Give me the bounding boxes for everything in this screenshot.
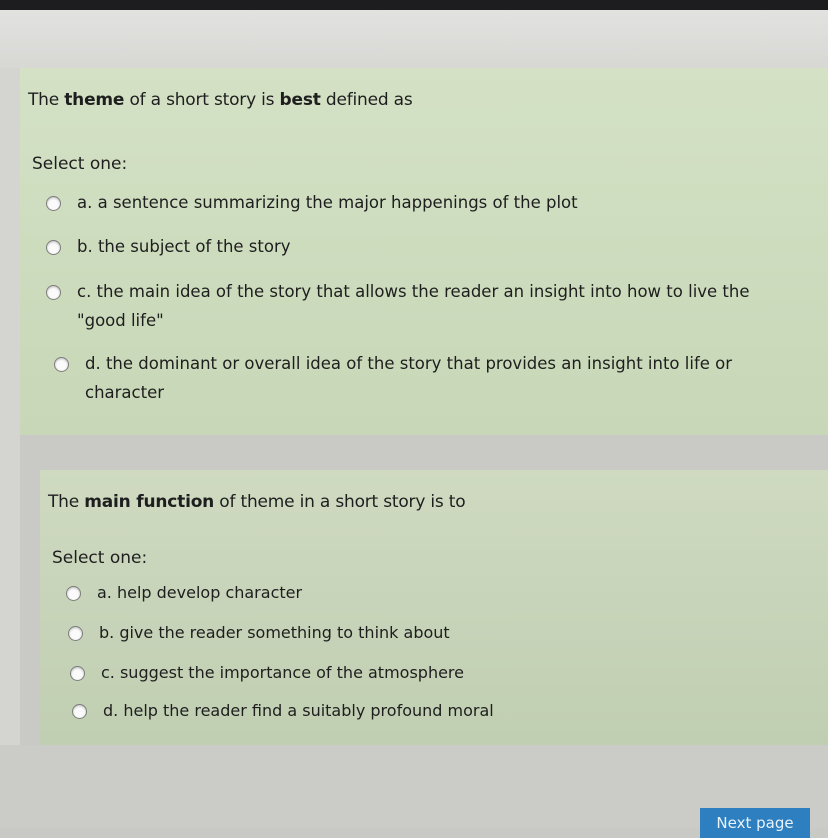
option-2b[interactable] bbox=[68, 624, 739, 647]
question-text-1 bbox=[28, 90, 413, 110]
option-label: c. the main idea of the story that allows the reader an insight into how to live the "good life" bbox=[77, 282, 750, 330]
radio-button[interactable] bbox=[46, 240, 61, 255]
question-text-part: of a short story is bbox=[124, 90, 280, 110]
option-label: d. the dominant or overall idea of the story that provides an insight into life or character bbox=[85, 354, 733, 402]
option-label: a. a sentence summarizing the major happenings of the plot bbox=[77, 193, 578, 212]
option-label: c. suggest the importance of the atmosphere bbox=[101, 663, 464, 682]
option-label: b. the subject of the story bbox=[77, 237, 291, 256]
question-keyword-theme: theme bbox=[64, 90, 125, 110]
radio-button[interactable] bbox=[70, 666, 85, 681]
option-1a[interactable] bbox=[46, 194, 787, 217]
radio-button[interactable] bbox=[66, 586, 81, 601]
question-card-1 bbox=[20, 68, 828, 435]
option-2a[interactable] bbox=[66, 584, 737, 607]
option-label: d. help the reader find a suitably profound moral bbox=[103, 701, 494, 720]
question-keyword-best: best bbox=[279, 90, 321, 110]
page-left-margin bbox=[0, 68, 20, 828]
select-one-label: Select one: bbox=[52, 548, 148, 568]
option-label: b. give the reader something to think about bbox=[99, 623, 450, 642]
question-text-part: of theme in a short story is to bbox=[214, 492, 466, 512]
option-2d[interactable] bbox=[72, 702, 743, 725]
radio-button[interactable] bbox=[54, 357, 69, 372]
question-text-part: The bbox=[48, 492, 85, 512]
option-label: a. help develop character bbox=[97, 583, 303, 602]
option-1c[interactable] bbox=[46, 283, 787, 335]
screen-top-bezel bbox=[0, 0, 828, 10]
question-keyword-main-function: main function bbox=[84, 492, 215, 512]
question-text-part: defined as bbox=[320, 90, 413, 110]
option-2c[interactable] bbox=[70, 664, 741, 687]
option-1d[interactable] bbox=[54, 355, 775, 407]
select-one-label: Select one: bbox=[32, 154, 128, 174]
question-card-2 bbox=[40, 470, 828, 745]
question-text-2 bbox=[48, 492, 465, 512]
radio-button[interactable] bbox=[46, 196, 61, 211]
radio-button[interactable] bbox=[46, 285, 61, 300]
next-page-button[interactable]: Next page bbox=[700, 808, 810, 838]
question-text-part: The bbox=[28, 90, 65, 110]
option-1b[interactable] bbox=[46, 238, 787, 261]
page-header-strip bbox=[0, 10, 828, 68]
radio-button[interactable] bbox=[72, 704, 87, 719]
radio-button[interactable] bbox=[68, 626, 83, 641]
